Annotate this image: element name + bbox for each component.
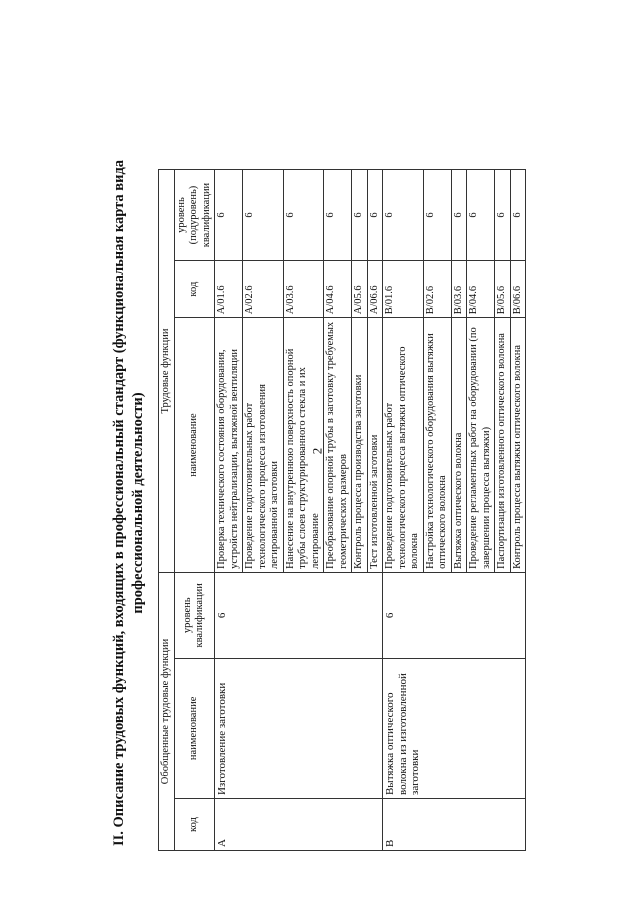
group-level: 6	[383, 572, 526, 658]
table-header-row-2	[174, 170, 215, 851]
heading-line-1: II. Описание трудовых функций, входящих в профессиональный стандарт (функциональная карта вида	[111, 159, 127, 847]
function-level: 6	[243, 170, 284, 261]
function-name: Проведение подготовительных работ технологического процесса изготовления легированной заготовки	[243, 318, 284, 573]
function-level: 6	[367, 170, 383, 261]
table-header-row-1	[159, 170, 175, 851]
function-level: 6	[215, 170, 243, 261]
function-code: B/03.6	[451, 261, 467, 318]
header-labor-functions: Трудовые функции	[159, 170, 175, 573]
function-name: Вытяжка оптического волокна	[451, 318, 467, 573]
group-name: Изготовление заготовки	[215, 658, 383, 798]
function-level: 6	[423, 170, 451, 261]
function-code: B/05.6	[495, 261, 511, 318]
function-code: B/04.6	[467, 261, 495, 318]
function-code: B/01.6	[383, 261, 424, 318]
function-level: 6	[283, 170, 324, 261]
function-code: A/06.6	[367, 261, 383, 318]
heading-line-2: профессиональной деятельности)	[130, 392, 146, 614]
function-name: Нанесение на внутреннюю поверхность опорной трубы слоев структурированного стекла и их легирование	[283, 318, 324, 573]
group-code: A	[215, 799, 383, 851]
function-name: Проведение регламентных работ на оборудовании (по завершении процесса вытяжки)	[467, 318, 495, 573]
function-level: 6	[324, 170, 352, 261]
function-level: 6	[467, 170, 495, 261]
header-function-code: код	[174, 261, 215, 318]
function-name: Проверка технического состояния оборудования, устройств нейтрализации, вытяжной вентиляции	[215, 318, 243, 573]
function-name: Контроль процесса производства заготовки	[352, 318, 368, 573]
section-heading	[110, 143, 148, 863]
table-row	[215, 170, 243, 851]
table-row	[383, 170, 424, 851]
function-code: A/01.6	[215, 261, 243, 318]
header-function-name: наименование	[174, 318, 215, 573]
function-code: A/02.6	[243, 261, 284, 318]
function-name: Проведение подготовительных работ технологического процесса вытяжки оптического волокна	[383, 318, 424, 573]
header-sublevel: уровень (подуровень) квалификации	[174, 170, 215, 261]
function-level: 6	[510, 170, 526, 261]
function-level: 6	[495, 170, 511, 261]
function-name: Контроль процесса вытяжки оптического волокна	[510, 318, 526, 573]
rotated-page-content	[102, 143, 582, 863]
group-level: 6	[215, 572, 383, 658]
group-name: Вытяжка оптического волокна из изготовленной заготовки	[383, 658, 526, 798]
function-level: 6	[451, 170, 467, 261]
function-code: A/04.6	[324, 261, 352, 318]
function-code: A/03.6	[283, 261, 324, 318]
function-name: Преобразование опорной трубы в заготовку требуемых геометрических размеров	[324, 318, 352, 573]
page-number: 2	[309, 447, 325, 455]
function-name: Настройка технологического оборудования вытяжки оптического волокна	[423, 318, 451, 573]
header-name: наименование	[174, 658, 215, 798]
header-code: код	[174, 799, 215, 851]
function-code: A/05.6	[352, 261, 368, 318]
function-code: B/06.6	[510, 261, 526, 318]
function-name: Паспортизация изготовленного оптического волокна	[495, 318, 511, 573]
header-generalized-functions: Обобщенные трудовые функции	[159, 572, 175, 850]
header-level: уровень квалификации	[174, 572, 215, 658]
function-level: 6	[383, 170, 424, 261]
group-code: B	[383, 799, 526, 851]
function-level: 6	[352, 170, 368, 261]
function-name: Тест изготовленной заготовки	[367, 318, 383, 573]
function-code: B/02.6	[423, 261, 451, 318]
functional-map-table	[158, 169, 526, 851]
